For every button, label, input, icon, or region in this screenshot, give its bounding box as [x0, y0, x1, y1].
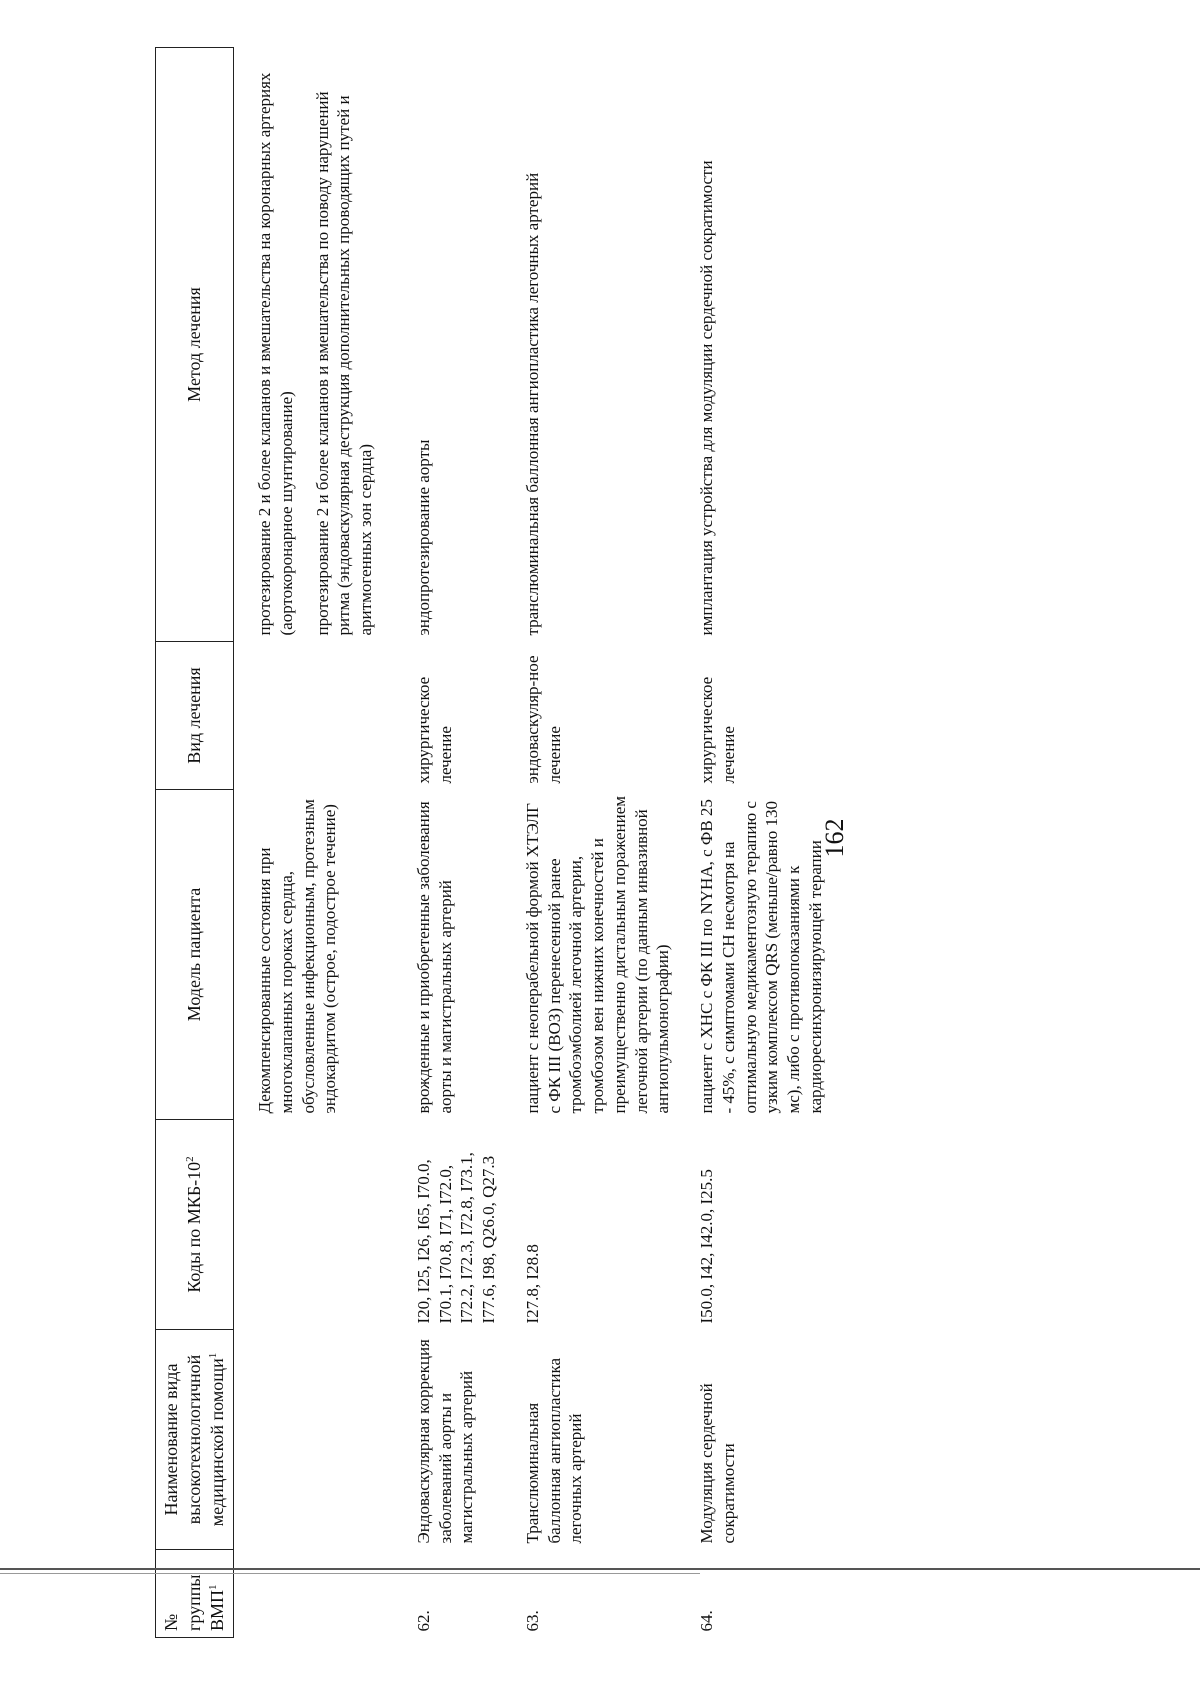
cell-codes — [234, 1120, 401, 1330]
cell-model: пациент с ХНС с ФК III по NYHA, с ФВ 25 - 45%, с симптомами СН несмотря на оптимальную медикаментозную терапию с узким комплексом QRS (меньше/равно 130 мс), либо с противопоказаниями к кардиоресинхронизирующей терапии — [697, 799, 825, 1114]
cell-method — [510, 48, 684, 642]
header-model: Модель пациента — [156, 790, 234, 1120]
cell-method — [684, 48, 837, 642]
header-codes: Коды по МКБ-$10^2$ — [156, 1120, 234, 1330]
header-group-no: № группы ВМП$^1$ — [156, 1550, 234, 1638]
table-row — [510, 48, 684, 1638]
cell-kind — [234, 642, 401, 790]
cell-codes: I50.0, I42, I42.0, I25.5 — [697, 1169, 717, 1324]
table-row — [684, 48, 837, 1638]
cell-group-no: 62. — [413, 1610, 433, 1632]
method-paragraph: протезирование 2 и более клапанов и вмешательства на коронарных артериях (аортокоронарное шунтирование) — [255, 72, 296, 636]
method-paragraph: протезирование 2 и более клапанов и вмешательства по поводу нарушений ритма (эндоваскулярная деструкция дополнительных проводящих путей и аритмогенных зон сердца) — [312, 91, 376, 636]
cell-name: Модуляция сердечной сократимости — [697, 1383, 738, 1544]
cell-model: Декомпенсированные состояния при многоклапанных пороках сердца, обусловленные инфекционным, протезным эндокардитом (острое, подострое течение) — [255, 799, 340, 1114]
cell-codes: I27.8, I28.8 — [522, 1244, 542, 1324]
cell-model: врожденные и приобретенные заболевания аорты и магистральных артерий — [413, 801, 455, 1114]
cell-group-no: 63. — [522, 1610, 542, 1632]
cell-name: Транслюминальная баллонная ангиопластика легочных артерий — [522, 1357, 586, 1544]
method-paragraph: имплантация устройства для модуляции сердечной сократимости — [697, 160, 717, 636]
cell-method — [401, 48, 510, 642]
treatment-table — [155, 47, 837, 1638]
header-kind: Вид лечения — [156, 642, 234, 790]
cell-codes: I20, I25, I26, I65, I70.0, I70.1, I70.8, I71, I72.0, I72.2, I72.3, I72.8, I73.1, I77.6, I98, Q26.0, Q27.3 — [413, 1152, 499, 1324]
header-method: Метод лечения — [156, 48, 234, 642]
cell-model: пациент с неоперабельной формой ХТЭЛГ с ФК III (ВОЗ) перенесенной ранее тромбоэмболией легочной артерии, тромбозом вен нижних конечностей и преимущественно дистальным поражением легочной артерии (по данным инвазивной ангиопульмонографии) — [522, 795, 673, 1114]
method-paragraph: эндопротезирование аорты — [413, 439, 433, 636]
cell-kind: хирургическое лечение — [697, 676, 738, 784]
method-paragraph: транслюминальная баллонная ангиопластика легочных артерий — [522, 172, 542, 636]
cell-group-no — [234, 1550, 401, 1638]
cell-method — [234, 48, 401, 642]
page-number: 162 — [820, 818, 849, 858]
table-row — [234, 48, 401, 1638]
header-name: Наименование вида высокотехнологичной медицинской помощи$^1$ — [156, 1330, 234, 1550]
table-header-row — [156, 48, 234, 1638]
scan-edge-line — [0, 1568, 1200, 1570]
cell-kind: хирургическое лечение — [413, 676, 455, 784]
cell-group-no: 64. — [697, 1610, 717, 1632]
cell-kind: эндоваскуляр-ное лечение — [522, 655, 564, 784]
cell-name — [234, 1330, 401, 1550]
cell-name: Эндоваскулярная коррекция заболеваний аорты и магистральных артерий — [413, 1339, 477, 1544]
scan-edge-line — [0, 1573, 700, 1574]
table-row — [401, 48, 510, 1638]
